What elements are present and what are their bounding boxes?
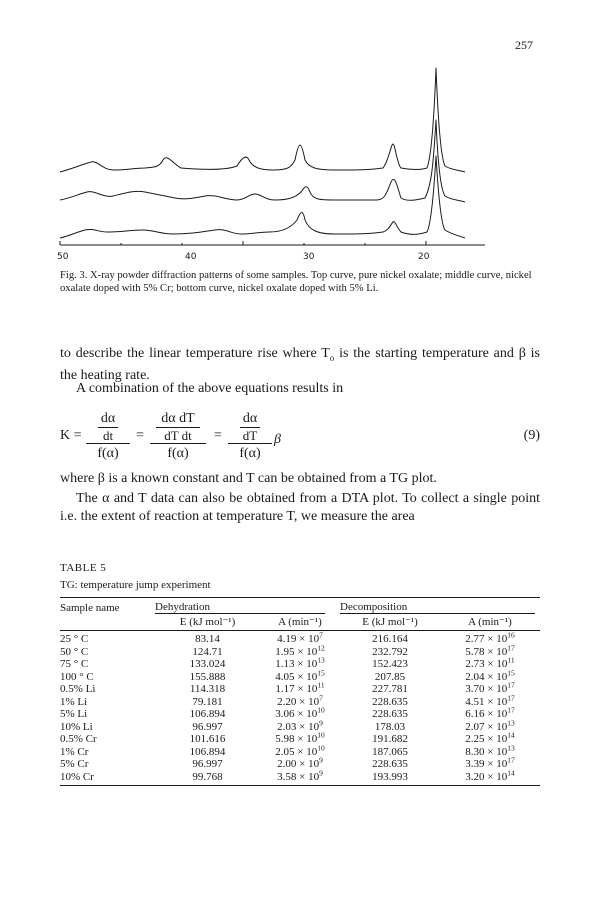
sample-name-cell: 50 ° C [60,645,89,658]
table-header-row [60,616,540,631]
dehydration-e-cell: 106.894 [189,745,226,758]
decomposition-a-cell: $2.73 \times 10^{11}$ [465,655,515,671]
body-paragraph: to describe the linear temperature rise where $T_o$ is the starting temperature and β is the heating rate. [60,346,540,383]
dehydration-a-cell: $4.19 \times 10^7$ [277,630,323,646]
figure-caption-text: X-ray powder diffraction patterns of some samples. Top curve, pure nickel oxalate; middle curve, nickel oxalate doped with 5% Cr; bottom curve, nickel oxalate doped with 5% Li. [60,270,532,294]
table-row [60,721,540,734]
decomposition-a-cell: $2.25 \times 10^{14}$ [465,730,515,746]
decomposition-e-cell: 187.065 [372,745,408,758]
sample-name-cell: 100 ° C [60,670,94,683]
sample-name-cell: 0.5% Li [60,683,96,696]
dehydration-e-cell: 114.318 [189,683,226,696]
column-header: A (min⁻¹) [440,616,540,631]
x-tick-label: 30 [303,252,315,262]
dehydration-e-cell: 83.14 [195,633,220,646]
table-row [60,758,540,771]
dehydration-a-cell: $2.00 \times 10^9$ [277,755,323,771]
column-header: E (kJ mol⁻¹) [155,616,260,631]
decomposition-e-cell: 228.635 [372,708,408,721]
dehydration-a-cell: $2.05 \times 10^{10}$ [275,743,325,758]
sample-name-cell: 1% Li [60,695,88,708]
decomposition-e-cell: 228.635 [372,695,408,708]
decomposition-a-cell: $3.39 \times 10^{17}$ [465,755,515,771]
decomposition-a-cell: $2.77 \times 10^{16}$ [465,630,515,646]
sample-name-cell: 75 ° C [60,658,89,671]
dehydration-a-cell: $5.98 \times 10^{10}$ [275,730,325,746]
decomposition-e-cell: 178.03 [374,720,406,733]
xrd-figure [55,60,485,270]
body-paragraph: where β is a known constant and T can be obtained from a TG plot. [60,471,437,486]
dehydration-a-cell: $1.13 \times 10^{13}$ [275,655,325,671]
decomposition-a-cell: $3.70 \times 10^{17}$ [465,680,515,696]
xrd-curve-top [60,68,465,172]
table-row [60,671,540,684]
dehydration-a-cell: $2.20 \times 10^7$ [277,693,323,708]
decomposition-e-cell: 216.164 [372,633,408,646]
dehydration-e-cell: 99.768 [155,771,260,786]
column-header: A (min⁻¹) [260,616,340,631]
sample-name-cell: 5% Cr [60,758,89,771]
decomposition-a-cell: $2.04 \times 10^{15}$ [465,668,515,683]
dehydration-a-cell: $3.06 \times 10^{10}$ [275,705,325,721]
body-paragraph: A combination of the above equations results in [76,381,344,396]
table-row [60,646,540,659]
equation-fraction: dα dT f(α) [228,410,272,464]
body-paragraph: The α and T data can also be obtained from a DTA plot. To collect a single point i.e. the extent of reaction at temperature T, we measure the area [60,491,540,524]
x-tick-label: 50 [57,252,69,262]
dehydration-a-cell: $1.95 \times 10^{12}$ [275,643,325,658]
dehydration-a-cell: $4.05 \times 10^{15}$ [275,668,325,683]
decomposition-a-cell: $5.78 \times 10^{17}$ [465,643,515,658]
xrd-curve-middle [60,120,465,202]
equation-number: (9) [523,428,540,443]
table-title: TABLE 5 [60,562,107,574]
dehydration-e-cell: 96.997 [192,758,223,771]
column-header: E (kJ mol⁻¹) [340,616,440,631]
table-row [60,771,540,786]
dehydration-a-cell: $2.03 \times 10^9$ [277,718,323,733]
table-row [60,733,540,746]
table-subtitle: TG: temperature jump experiment [60,579,211,591]
decomposition-e-cell: 227.781 [372,683,408,696]
column-group-header: Decomposition [340,601,535,614]
x-tick-label: 20 [418,252,430,262]
table-row [60,708,540,721]
equation-9: K = dα dt f(α) = dα dT dT dt f(α) = dα dT f(α) β (9) [60,402,540,470]
equation-fraction: dα dT dT dt f(α) [150,410,206,464]
sample-name-cell: 10% Li [60,720,93,733]
decomposition-e-cell: 207.85 [374,670,406,683]
decomposition-a-cell: $4.51 \times 10^{17}$ [465,693,515,708]
equation-lhs: K = [60,428,82,443]
dehydration-e-cell: 96.997 [192,720,223,733]
column-group-header: Dehydration [155,601,325,614]
kinetics-table [60,597,540,786]
table-row [60,746,540,759]
column-header: Sample name [60,598,155,617]
dehydration-a-cell: $3.58 \times 10^9$ [260,771,340,786]
sample-name-cell: 25 ° C [60,633,89,646]
figure-caption-label: Fig. 3. [60,270,88,281]
sample-name-cell: 0.5% Cr [60,733,97,746]
dehydration-e-cell: 79.181 [192,695,223,708]
sample-name-cell: 10% Cr [60,771,155,786]
decomposition-a-cell: $2.07 \times 10^{13}$ [465,718,515,733]
decomposition-e-cell: 228.635 [372,758,408,771]
page-number: 257 [515,38,533,52]
decomposition-a-cell: $8.30 \times 10^{13}$ [465,743,515,758]
decomposition-e-cell: 232.792 [372,645,408,658]
decomposition-a-cell: $3.20 \times 10^{14}$ [440,771,540,786]
dehydration-e-cell: 124.71 [192,645,223,658]
table-row [60,658,540,671]
equation-fraction: dα dt f(α) [86,410,130,464]
table-header-row [60,598,540,617]
table-row [60,696,540,709]
dehydration-e-cell: 133.024 [189,658,226,671]
dehydration-a-cell: $1.17 \times 10^{11}$ [275,680,325,696]
decomposition-e-cell: 191.682 [372,733,408,746]
x-tick-label: 40 [185,252,197,262]
sample-name-cell: 5% Li [60,708,88,721]
decomposition-a-cell: $6.16 \times 10^{17}$ [465,705,515,721]
figure-caption [60,269,540,295]
decomposition-e-cell: 193.993 [340,771,440,786]
dehydration-e-cell: 106.894 [189,708,226,721]
table-row [60,683,540,696]
sample-name-cell: 1% Cr [60,745,89,758]
table-body [60,631,540,786]
dehydration-e-cell: 155.888 [189,670,226,683]
table-row [60,631,540,646]
dehydration-e-cell: 101.616 [189,733,226,746]
decomposition-e-cell: 152.423 [372,658,408,671]
